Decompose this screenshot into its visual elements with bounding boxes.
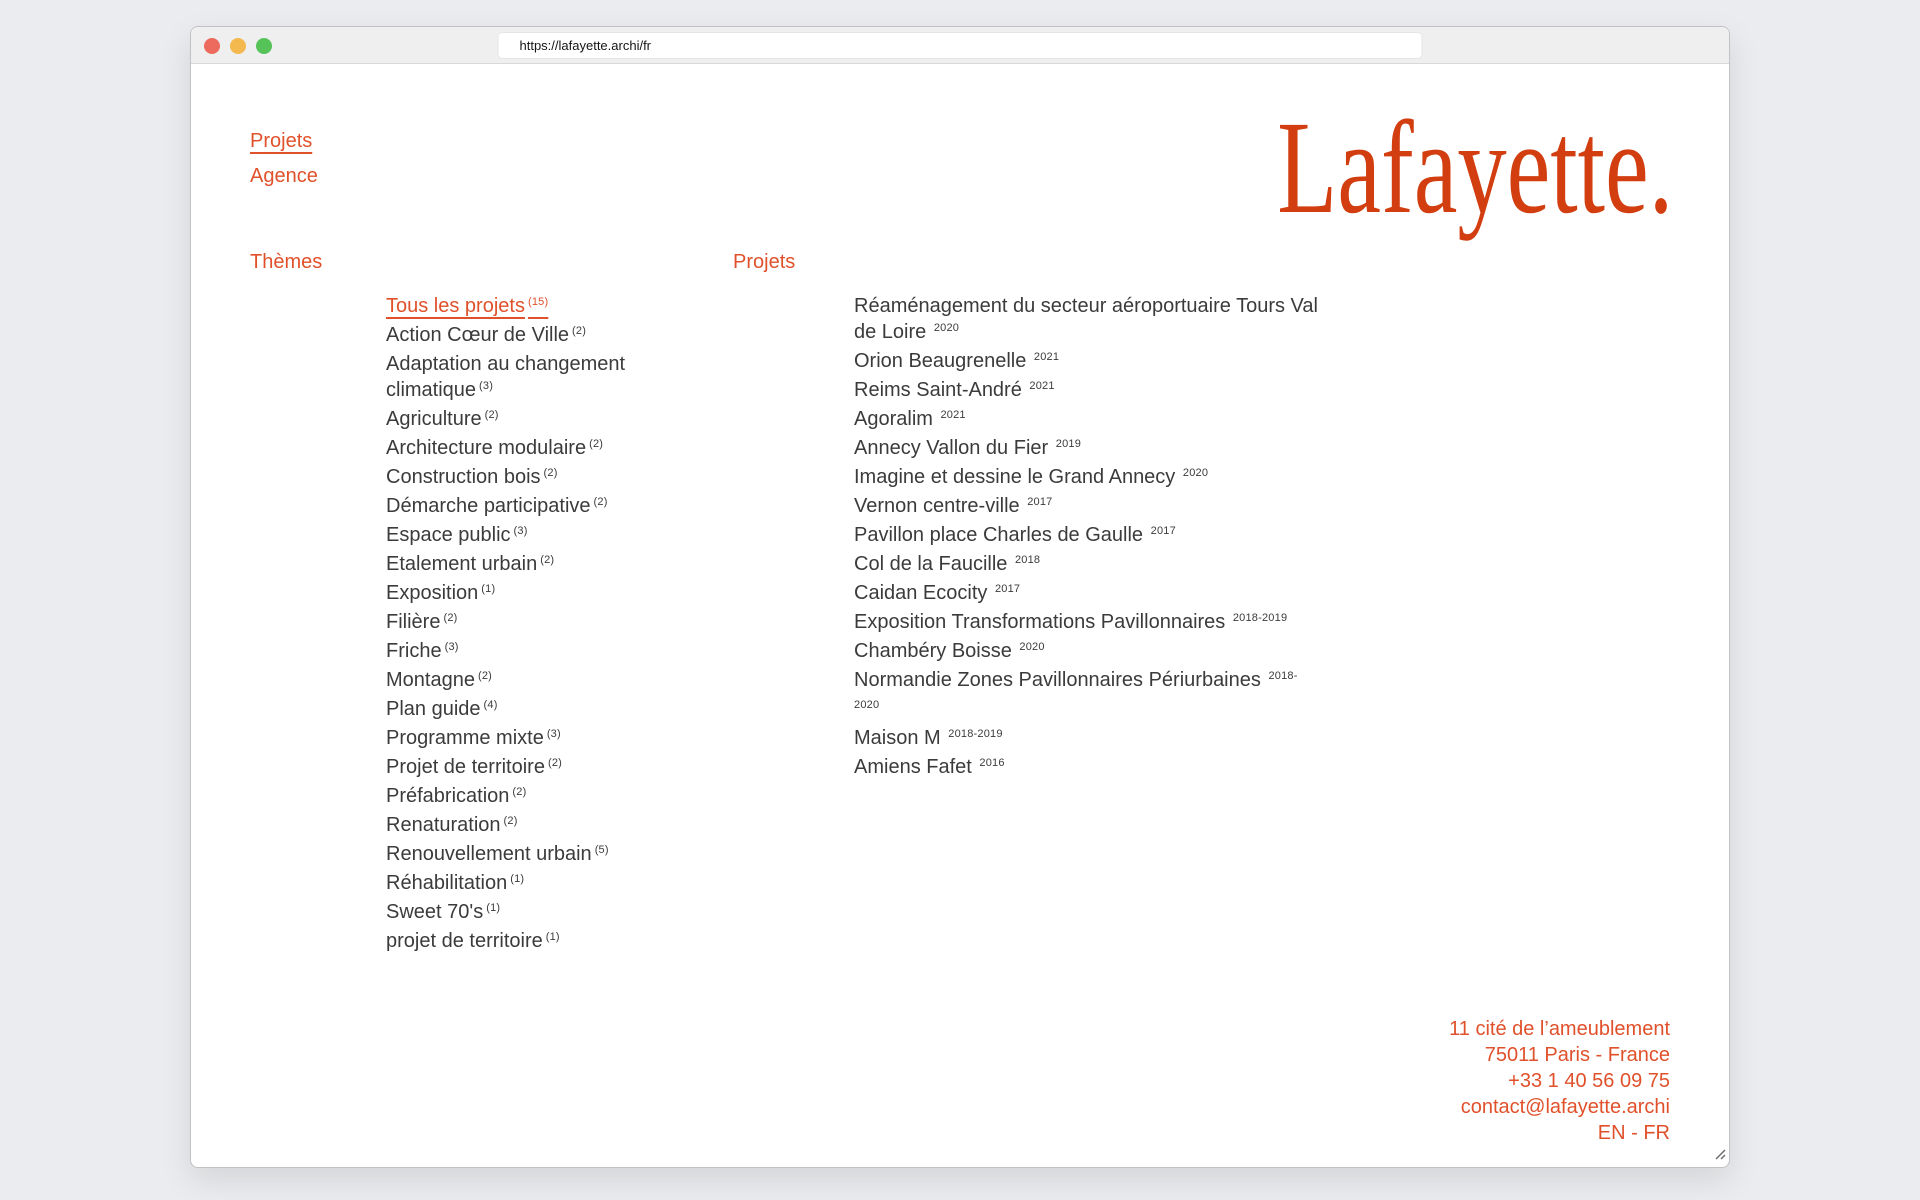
- project-years: 2017: [1027, 496, 1053, 508]
- project-name: Pavillon place Charles de Gaulle: [854, 524, 1144, 546]
- page-content: [191, 64, 1729, 1168]
- theme-label: Architecture modulaire: [386, 437, 587, 459]
- project-years: 2017: [1150, 525, 1176, 537]
- project-years: 2020: [1182, 467, 1209, 479]
- theme-count: (2): [572, 325, 587, 337]
- browser-window: [190, 26, 1730, 1168]
- theme-filter-link[interactable]: [386, 406, 651, 435]
- theme-count: (2): [593, 496, 608, 508]
- theme-filter-link[interactable]: [386, 551, 651, 580]
- project-link[interactable]: [854, 435, 1319, 464]
- theme-label: Renaturation: [386, 814, 501, 836]
- theme-filter-link[interactable]: [386, 783, 651, 812]
- theme-count: (1): [486, 902, 501, 914]
- theme-count: (2): [503, 815, 518, 827]
- theme-count: (3): [546, 728, 561, 740]
- themes-heading: Thèmes: [250, 251, 323, 273]
- project-years: 2021: [940, 409, 966, 421]
- project-link[interactable]: [854, 580, 1319, 609]
- theme-filter-link[interactable]: [386, 754, 651, 783]
- project-link[interactable]: [854, 725, 1319, 754]
- lang-link-fr[interactable]: FR: [1643, 1122, 1670, 1144]
- theme-filter-link[interactable]: [386, 322, 651, 351]
- resize-grip-icon: [1712, 1146, 1726, 1160]
- project-years: 2018-2019: [1232, 612, 1288, 624]
- resize-handle[interactable]: [1712, 1146, 1726, 1165]
- project-years: 2021: [1033, 351, 1060, 363]
- nav-link-projets[interactable]: Projets: [250, 130, 313, 152]
- theme-label: Programme mixte: [386, 727, 544, 749]
- project-name: Imagine et dessine le Grand Annecy: [854, 466, 1176, 488]
- theme-count: (2): [543, 467, 558, 479]
- theme-count: (2): [512, 786, 527, 798]
- project-years: 2019: [1055, 438, 1082, 450]
- project-name: Annecy Vallon du Fier: [854, 437, 1049, 459]
- zoom-button[interactable]: [256, 38, 272, 54]
- theme-filter-link[interactable]: [386, 435, 651, 464]
- theme-count: (5): [594, 844, 609, 856]
- theme-filter-link[interactable]: [386, 493, 651, 522]
- theme-label: Démarche participative: [386, 495, 591, 517]
- theme-label: projet de territoire: [386, 930, 543, 952]
- project-name: Maison M: [854, 727, 941, 749]
- project-name: Exposition Transformations Pavillonnaires: [854, 611, 1226, 633]
- theme-label: Action Cœur de Ville: [386, 324, 570, 346]
- theme-filter-link[interactable]: [386, 609, 651, 638]
- theme-label: Adaptation au changement climatique: [386, 353, 626, 401]
- project-link[interactable]: [854, 493, 1319, 522]
- theme-label: Construction bois: [386, 466, 541, 488]
- project-name: Caidan Ecocity: [854, 582, 988, 604]
- theme-filter-link[interactable]: [386, 522, 651, 551]
- theme-count: (4): [483, 699, 498, 711]
- window-controls: [204, 38, 272, 54]
- theme-filter-link[interactable]: [386, 870, 651, 899]
- theme-count: (2): [547, 757, 563, 769]
- theme-count: (3): [513, 525, 528, 537]
- theme-count: (1): [545, 931, 560, 943]
- lang-link-en[interactable]: EN: [1597, 1122, 1626, 1144]
- theme-filter-link[interactable]: [386, 899, 651, 928]
- theme-count: (2): [540, 554, 555, 566]
- theme-filter-link[interactable]: [386, 841, 651, 870]
- theme-filter-link[interactable]: [386, 667, 651, 696]
- theme-count: (2): [589, 438, 604, 450]
- theme-label: Préfabrication: [386, 785, 510, 807]
- theme-label: Sweet 70's: [386, 901, 484, 923]
- footer-address-line2: 75011 Paris - France: [1484, 1044, 1670, 1066]
- project-years: 2016: [979, 757, 1005, 769]
- theme-filter-link[interactable]: [386, 638, 651, 667]
- project-years: 2018-2019: [948, 728, 1003, 740]
- project-name: Orion Beaugrenelle: [854, 350, 1027, 372]
- project-years: 2020: [1019, 641, 1045, 653]
- theme-label: Renouvellement urbain: [386, 843, 592, 865]
- theme-count: (2): [443, 612, 458, 624]
- theme-count: (1): [481, 583, 496, 595]
- main-nav: [250, 124, 318, 194]
- theme-count: (3): [444, 641, 459, 653]
- projects-list: [854, 293, 1319, 783]
- theme-count: (2): [477, 670, 493, 682]
- theme-count: (3): [479, 380, 494, 392]
- project-link[interactable]: [854, 667, 1319, 725]
- theme-count: (2): [484, 409, 499, 421]
- project-name: Amiens Fafet: [854, 756, 972, 778]
- theme-filter-link[interactable]: [386, 580, 651, 609]
- project-link[interactable]: [854, 464, 1319, 493]
- project-link[interactable]: [854, 293, 1319, 348]
- footer-contact: [1449, 1016, 1670, 1146]
- project-link[interactable]: [854, 638, 1319, 667]
- project-link[interactable]: [854, 754, 1319, 783]
- projects-heading: Projets: [733, 251, 796, 273]
- theme-label: Agriculture: [386, 408, 482, 430]
- project-name: Col de la Faucille: [854, 553, 1008, 575]
- lang-separator: -: [1625, 1122, 1644, 1144]
- project-name: Normandie Zones Pavillonnaires Périurbaines: [854, 669, 1261, 691]
- theme-filter-link[interactable]: [386, 725, 651, 754]
- minimize-button[interactable]: [230, 38, 246, 54]
- project-years: 2020: [933, 322, 960, 334]
- close-button[interactable]: [204, 38, 220, 54]
- theme-label: Etalement urbain: [386, 553, 538, 575]
- theme-filter-link[interactable]: [386, 696, 651, 725]
- project-link[interactable]: [854, 406, 1319, 435]
- theme-label: Exposition: [386, 582, 479, 604]
- project-years: 2018-2020: [854, 670, 1298, 711]
- project-name: Vernon centre-ville: [854, 495, 1020, 517]
- theme-label: Projet de territoire: [386, 756, 545, 778]
- themes-filter-list: [386, 293, 651, 957]
- footer-address-line1: 11 cité de l’ameublement: [1449, 1018, 1670, 1040]
- theme-filter-link[interactable]: [386, 293, 651, 322]
- theme-filter-link[interactable]: [386, 928, 651, 957]
- project-link[interactable]: [854, 609, 1319, 638]
- project-years: 2021: [1029, 380, 1055, 392]
- theme-count: (1): [510, 873, 525, 885]
- theme-filter-link[interactable]: [386, 812, 651, 841]
- browser-chrome: [191, 27, 1729, 64]
- theme-label: Friche: [386, 640, 442, 662]
- footer-email[interactable]: contact@lafayette.archi: [1460, 1096, 1670, 1118]
- theme-label: Plan guide: [386, 698, 481, 720]
- url-text: https://lafayette.archi/fr: [519, 38, 652, 53]
- theme-label: Tous les projets: [386, 295, 525, 317]
- site-logo[interactable]: Lafayette.: [1276, 93, 1673, 241]
- project-link[interactable]: [854, 377, 1319, 406]
- theme-label: Espace public: [386, 524, 511, 546]
- project-name: Agoralim: [854, 408, 933, 430]
- project-name: Chambéry Boisse: [854, 640, 1012, 662]
- footer-phone: +33 1 40 56 09 75: [1508, 1070, 1670, 1092]
- theme-filter-link[interactable]: [386, 351, 651, 406]
- theme-label: Filière: [386, 611, 441, 633]
- url-bar[interactable]: [498, 32, 1423, 59]
- project-name: Reims Saint-André: [854, 379, 1022, 401]
- theme-count: (15): [527, 296, 549, 308]
- project-link[interactable]: [854, 348, 1319, 377]
- theme-filter-link[interactable]: [386, 464, 651, 493]
- theme-label: Réhabilitation: [386, 872, 508, 894]
- project-years: 2018: [1014, 554, 1041, 566]
- project-link[interactable]: [854, 522, 1319, 551]
- project-link[interactable]: [854, 551, 1319, 580]
- project-name: Réaménagement du secteur aéroportuaire Tours Val de Loire: [854, 295, 1318, 343]
- theme-label: Montagne: [386, 669, 475, 691]
- language-switcher: [1449, 1120, 1670, 1146]
- project-years: 2017: [994, 583, 1021, 595]
- nav-link-agence[interactable]: Agence: [250, 165, 318, 187]
